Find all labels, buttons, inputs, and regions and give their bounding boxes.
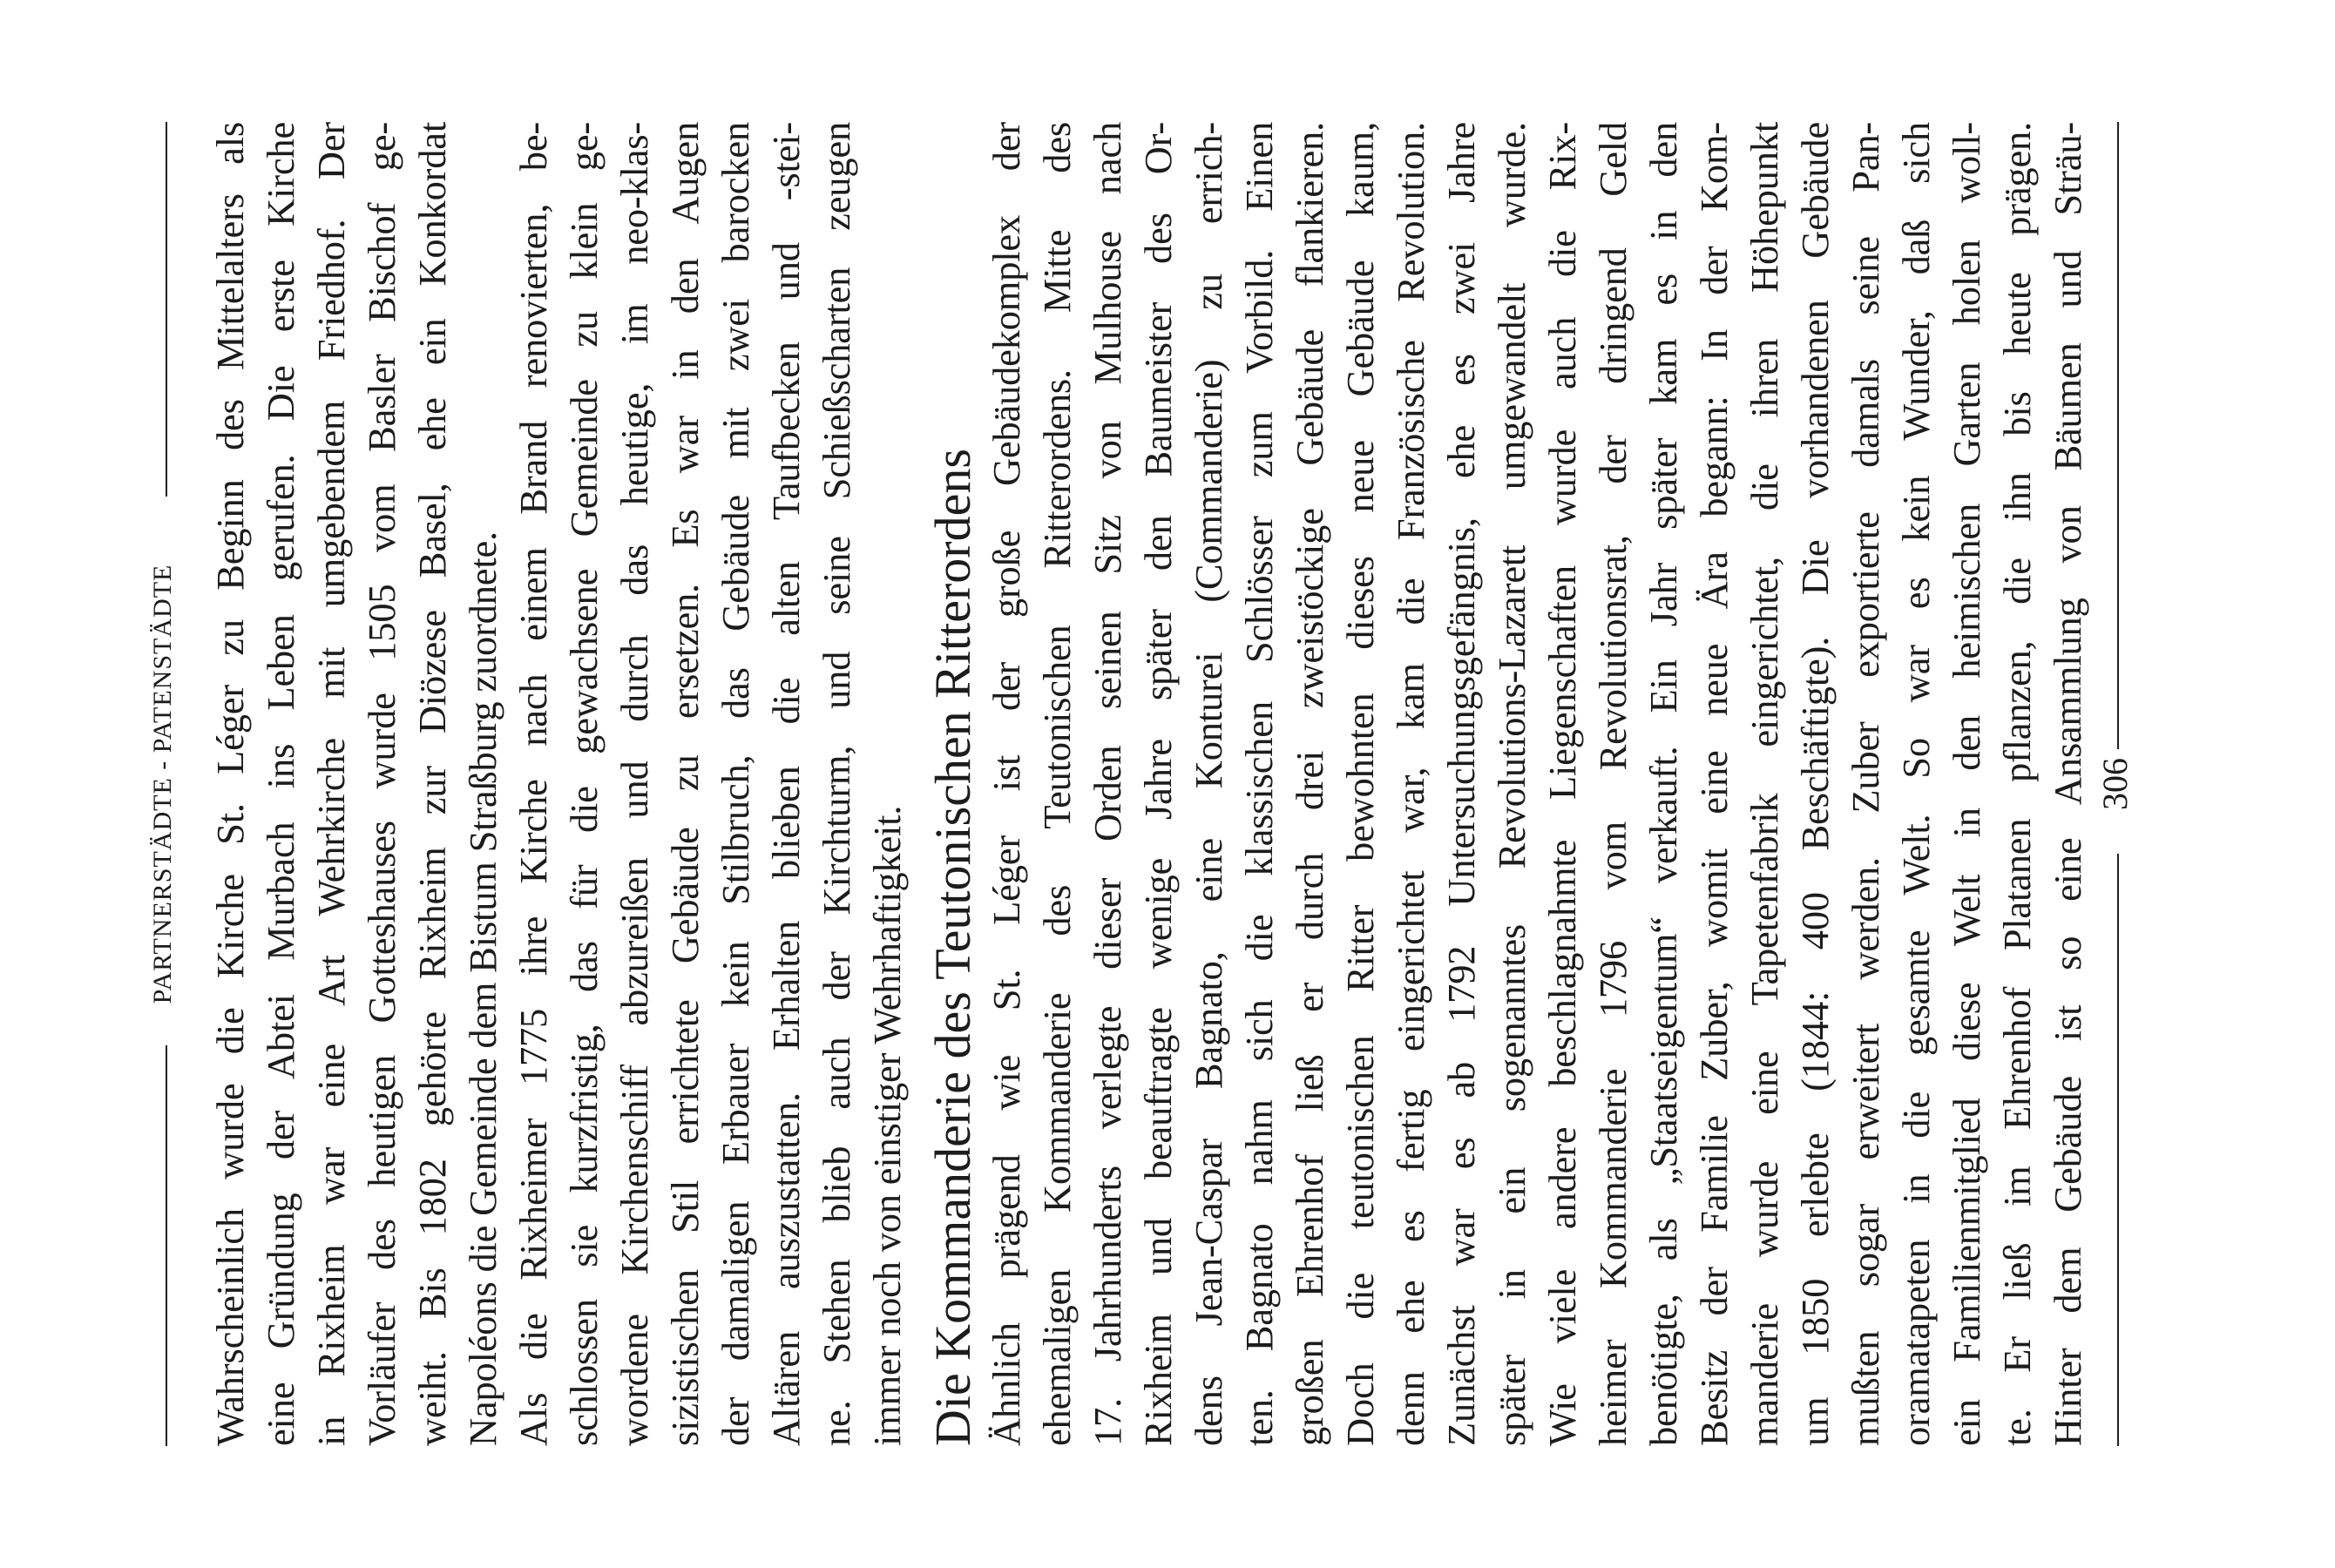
text-line: weiht. Bis 1802 gehörte Rixheim zur Diözese Basel, ehe ein Konkordat	[410, 122, 454, 1446]
text-line: Wahrscheinlich wurde die Kirche St. Léger zu Beginn des Mittelalters als	[208, 122, 252, 1446]
text-line: später in ein sogenanntes Revolutions-Lazarett umgewandelt wurde.	[1490, 122, 1533, 1446]
text-line: schlossen sie kurzfristig, das für die gewachsene Gemeinde zu klein ge-	[562, 122, 606, 1446]
text-line: benötigte, als „Staatseigentum“ verkauft. Ein Jahr später kam es in den	[1641, 122, 1685, 1446]
text-line: Rixheim und beauftragte wenige Jahre später den Baumeister des Or-	[1136, 122, 1180, 1446]
page-number: 306	[2095, 758, 2135, 810]
page-footer	[2091, 122, 2143, 1446]
text-line: Hinter dem Gebäude ist so eine Ansammlung von Bäumen und Sträu-	[2046, 122, 2089, 1446]
text-line: Besitz der Familie Zuber, womit eine neue Ära begann: In der Kom-	[1692, 122, 1736, 1446]
text-line: eine Gründung der Abtei Murbach ins Leben gerufen. Die erste Kirche	[259, 122, 302, 1446]
text-line: wordene Kirchenschiff abzureißen und durch das heutige, im neo-klas-	[613, 122, 656, 1446]
text-line: Vorläufer des heutigen Gotteshauses wurde 1505 vom Basler Bischof ge-	[360, 122, 403, 1446]
text-line: oramatapeten in die gesamte Welt. So war es kein Wunder, daß sich	[1894, 122, 1938, 1446]
text-line: Wie viele andere beschlagnahmte Liegenschaften wurde auch die Rix-	[1540, 122, 1584, 1446]
section-heading: Die Kommanderie des Teutonischen Ritterordens	[924, 449, 981, 1446]
text-line: ein Familienmitglied diese Welt in den heimischen Garten holen woll-	[1945, 122, 1988, 1446]
text-line: ne. Stehen blieb auch der Kirchturm, und seine Schießscharten zeugen	[815, 122, 858, 1446]
running-head	[139, 122, 192, 1446]
body-text-kommanderie	[981, 122, 2093, 1446]
running-head-label: PARTNERSTÄDTE - PATENSTÄDTE	[148, 564, 177, 1004]
text-line: denn ehe es fertig eingerichtet war, kam die Französische Revolution.	[1389, 122, 1432, 1446]
footer-rule-right	[2117, 122, 2119, 749]
text-line: ten. Bagnato nahm sich die klassischen Schlösser zum Vorbild. Einen	[1237, 122, 1281, 1446]
running-head-rule-right	[166, 122, 167, 497]
text-line: Zunächst war es ab 1792 Untersuchungsgefängnis, ehe es zwei Jahre	[1439, 122, 1483, 1446]
text-line: te. Er ließ im Ehrenhof Platanen pflanzen, die ihn bis heute prägen.	[1995, 122, 2039, 1446]
text-line: um 1850 erlebte (1844: 400 Beschäftigte). Die vorhandenen Gebäude	[1793, 122, 1837, 1446]
text-line: Als die Rixheimer 1775 ihre Kirche nach einem Brand renovierten, be-	[511, 122, 555, 1446]
text-line: in Rixheim war eine Art Wehrkirche mit umgebendem Friedhof. Der	[309, 122, 353, 1446]
text-line: sizistischen Stil errichtete Gebäude zu ersetzen. Es war in den Augen	[663, 122, 707, 1446]
text-line: 17. Jahrhunderts verlegte dieser Orden seinen Sitz von Mulhouse nach	[1086, 122, 1129, 1446]
text-line: Altären auszustatten. Erhalten blieben die alten Taufbecken und -stei-	[764, 122, 808, 1446]
text-line: heimer Kommanderie 1796 vom Revolutionsrat, der dringend Geld	[1591, 122, 1634, 1446]
text-line: manderie wurde eine Tapetenfabrik eingerichtet, die ihren Höhepunkt	[1743, 122, 1786, 1446]
text-line: Napoléons die Gemeinde dem Bistum Straßburg zuordnete.	[461, 531, 504, 1446]
text-line: der damaligen Erbauer kein Stilbruch, das Gebäude mit zwei barocken	[714, 122, 757, 1446]
body-text-church	[205, 122, 912, 1446]
text-line: Doch die teutonischen Ritter bewohnten dieses neue Gebäude kaum,	[1338, 122, 1382, 1446]
text-line: Ähnlich prägend wie St. Léger ist der große Gebäudekomplex der	[985, 122, 1028, 1446]
text-line: dens Jean-Caspar Bagnato, eine Konturei (Commanderie) zu errich-	[1187, 122, 1230, 1446]
text-line: ehemaligen Kommanderie des Teutonischen Ritterordens. Mitte des	[1035, 122, 1079, 1446]
text-line: immer noch von einstiger Wehrhaftigkeit.	[865, 805, 909, 1446]
text-line: mußten sogar erweitert werden. Zuber exportierte damals seine Pan-	[1844, 122, 1887, 1446]
text-line: großen Ehrenhof ließ er durch drei zweistöckige Gebäude flankieren.	[1288, 122, 1331, 1446]
